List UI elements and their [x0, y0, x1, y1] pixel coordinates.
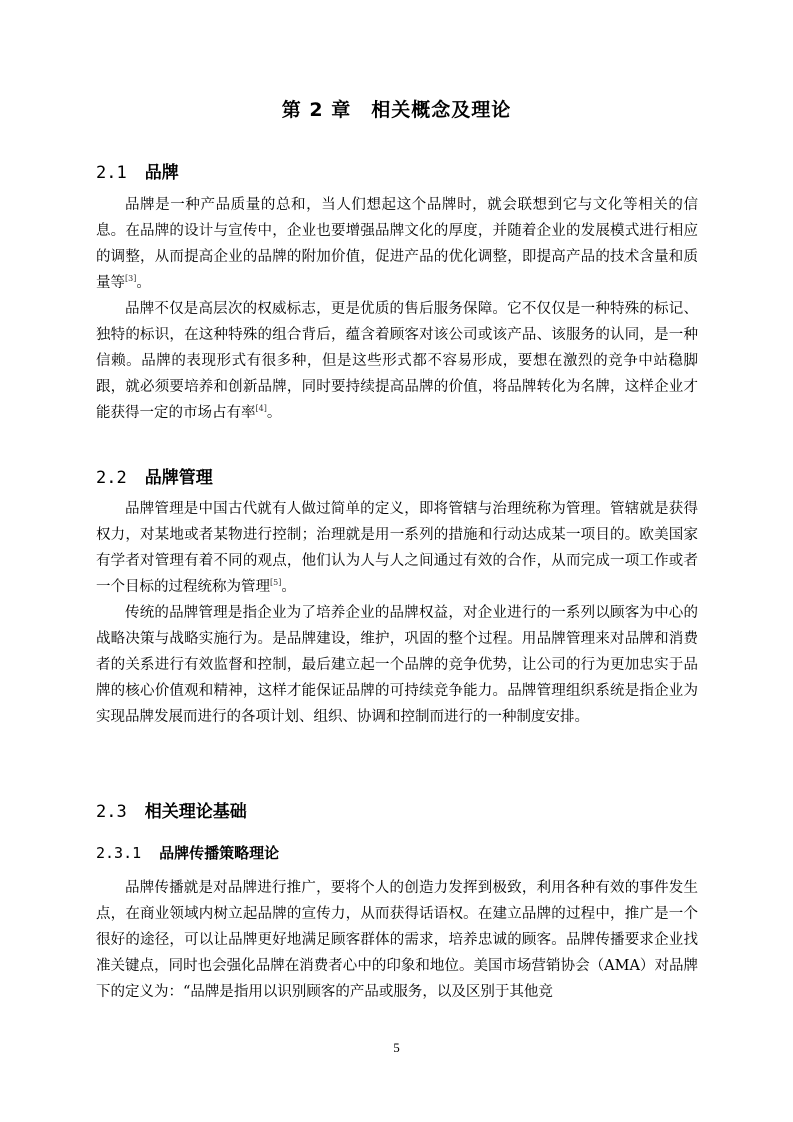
subsection-title: 品牌传播策略理论: [159, 844, 280, 862]
paragraph-text: 品牌是一种产品质量的总和，当人们想起这个品牌时，就会联想到它与文化等相关的信息。在品牌的设计与宣传中，企业也要增强品牌文化的厚度，并随着企业的发展模式进行相应的调整，从而提高企业的品牌的附加价值，促进产品的优化调整，即提高产品的技术含量和质量等: [96, 197, 698, 291]
paragraph-tail: 。: [281, 579, 296, 595]
citation: [5]: [270, 578, 282, 588]
subsection-number: 2.3.1: [96, 844, 142, 862]
section-title: 品牌: [144, 163, 179, 183]
paragraph: [96, 875, 698, 1005]
citation: [4]: [255, 404, 267, 414]
chapter-title: 第 2 章 相关概念及理论: [281, 99, 512, 121]
paragraph-tail: 。: [266, 405, 282, 421]
subsection-heading-2-3-1: [96, 842, 279, 863]
paragraph-text: 品牌传播就是对品牌进行推广，要将个人的创造力发挥到极致，利用各种有效的事件发生点，在商业领域内树立起品牌的宣传力，从而获得话语权。在建立品牌的过程中，推广是一个很好的途径，可以让品牌更好地满足顾客群体的需求，培养忠诚的顾客。品牌传播要求企业找准关键点，同时也会强化品牌在消费者心中的印象和地位。美国市场营销协会（AMA）对品牌下的定义为：“品牌是指用以识别顾客的产品或服务，以及区别于其他竞: [96, 880, 698, 1000]
paragraph: [96, 192, 698, 296]
section-heading-2-2: [96, 463, 213, 488]
paragraph: [96, 600, 698, 730]
paragraph-text: 品牌管理是中国古代就有人做过简单的定义，即将管辖与治理统称为管理。管辖就是获得权力，对某地或者某物进行控制；治理就是用一系列的措施和行动达成某一项目的。欧美国家有学者对管理有着不同的观点，他们认为人与人之间通过有效的合作，从而完成一项工作或者一个目标的过程统称为管理: [96, 501, 698, 595]
paragraph-text: 品牌不仅是高层次的权威标志，更是优质的售后服务保障。它不仅仅是一种特殊的标记、独特的标识，在这种特殊的组合背后，蕴含着顾客对该公司或该产品、该服务的认同，是一种信赖。品牌的表现形式有很多种，但是这些形式都不容易形成，要想在激烈的竞争中站稳脚跟，就必须要培养和创新品牌，同时要持续提高品牌的价值，将品牌转化为名牌，这样企业才能获得一定的市场占有率: [96, 301, 698, 421]
citation: [3]: [125, 274, 137, 284]
paragraph-tail: 。: [136, 275, 151, 291]
paragraph: [96, 296, 698, 426]
section-heading-2-3: [96, 797, 247, 822]
section-title: 相关理论基础: [144, 802, 247, 822]
section-heading-2-1: [96, 158, 179, 183]
section-number: 2.3: [96, 802, 127, 822]
paragraph-text: 传统的品牌管理是指企业为了培养企业的品牌权益，对企业进行的一系列以顾客为中心的战略决策与战略实施行为。是品牌建设，维护，巩固的整个过程。用品牌管理来对品牌和消费者的关系进行有效监督和控制，最后建立起一个品牌的竞争优势，让公司的行为更加忠实于品牌的核心价值观和精神，这样才能保证品牌的可持续竞争能力。品牌管理组织系统是指企业为实现品牌发展而进行的各项计划、组织、协调和控制而进行的一种制度安排。: [96, 605, 698, 725]
paragraph: [96, 496, 698, 600]
section-title: 品牌管理: [144, 468, 213, 488]
section-number: 2.2: [96, 468, 127, 488]
section-number: 2.1: [96, 163, 127, 183]
page-number: 5: [393, 1040, 400, 1055]
